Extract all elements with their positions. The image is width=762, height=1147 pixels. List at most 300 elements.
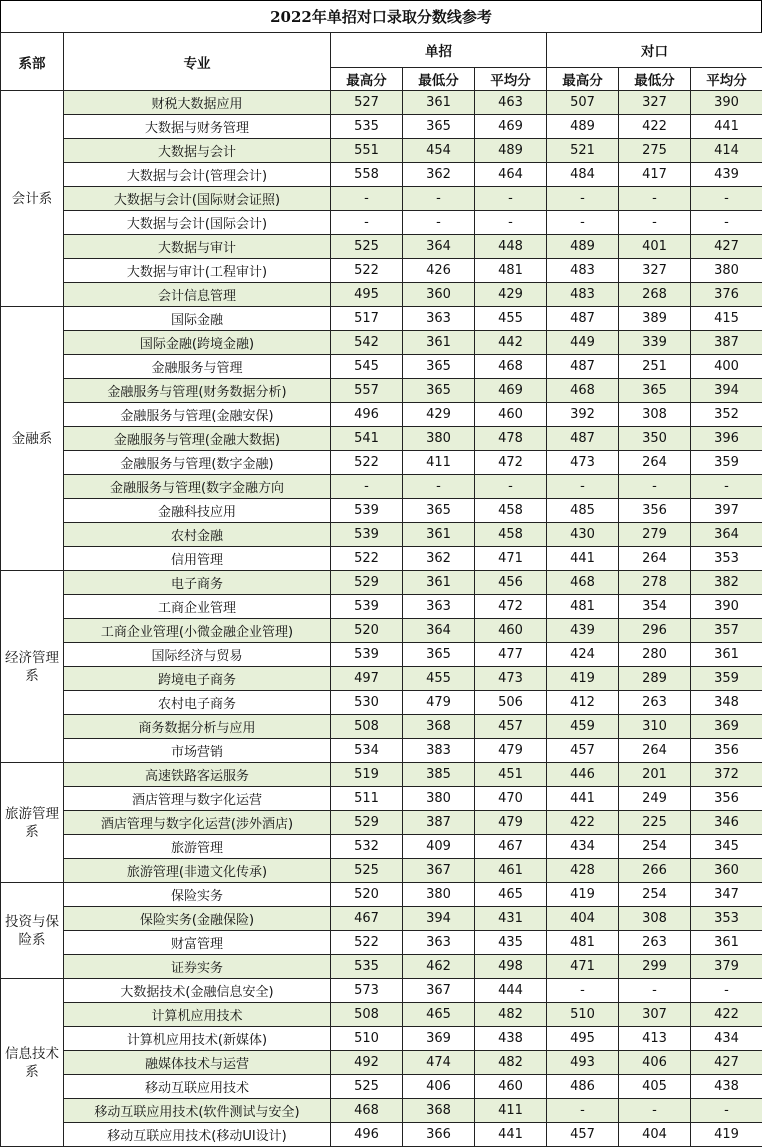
major-cell: 跨境电子商务 bbox=[64, 667, 331, 691]
score-cell: 482 bbox=[475, 1003, 547, 1027]
major-cell: 大数据与审计 bbox=[64, 235, 331, 259]
header-sub: 最低分 bbox=[403, 68, 475, 91]
score-cell: 339 bbox=[619, 331, 691, 355]
score-cell: 484 bbox=[547, 163, 619, 187]
table-row bbox=[1, 427, 762, 451]
score-cell: 225 bbox=[619, 811, 691, 835]
header-sub: 平均分 bbox=[691, 68, 762, 91]
score-cell: 380 bbox=[403, 787, 475, 811]
score-cell: 457 bbox=[547, 739, 619, 763]
score-cell: - bbox=[331, 475, 403, 499]
score-cell: 382 bbox=[691, 571, 762, 595]
table-row bbox=[1, 115, 762, 139]
score-cell: 422 bbox=[619, 115, 691, 139]
score-cell: 489 bbox=[547, 235, 619, 259]
score-cell: 264 bbox=[619, 451, 691, 475]
major-cell: 证券实务 bbox=[64, 955, 331, 979]
table-row bbox=[1, 139, 762, 163]
table-row bbox=[1, 1003, 762, 1027]
score-cell: 361 bbox=[403, 523, 475, 547]
score-cell: - bbox=[547, 1099, 619, 1123]
score-cell: 439 bbox=[691, 163, 762, 187]
score-cell: 426 bbox=[403, 259, 475, 283]
score-cell: 363 bbox=[403, 931, 475, 955]
major-cell: 金融服务与管理(财务数据分析) bbox=[64, 379, 331, 403]
score-cell: 404 bbox=[547, 907, 619, 931]
score-cell: 522 bbox=[331, 259, 403, 283]
score-cell: 419 bbox=[547, 883, 619, 907]
score-cell: - bbox=[691, 187, 762, 211]
table-row bbox=[1, 1123, 762, 1147]
table-row bbox=[1, 715, 762, 739]
table-row bbox=[1, 619, 762, 643]
score-cell: 448 bbox=[475, 235, 547, 259]
table-row bbox=[1, 331, 762, 355]
score-cell: 459 bbox=[547, 715, 619, 739]
table-row bbox=[1, 1027, 762, 1051]
table-row bbox=[1, 475, 762, 499]
score-cell: 468 bbox=[547, 379, 619, 403]
table-row bbox=[1, 955, 762, 979]
score-cell: 485 bbox=[547, 499, 619, 523]
score-cell: 365 bbox=[619, 379, 691, 403]
score-cell: 368 bbox=[403, 1099, 475, 1123]
major-cell: 大数据与会计 bbox=[64, 139, 331, 163]
score-cell: 534 bbox=[331, 739, 403, 763]
table-row bbox=[1, 379, 762, 403]
score-cell: 406 bbox=[619, 1051, 691, 1075]
score-cell: 427 bbox=[691, 235, 762, 259]
score-cell: 535 bbox=[331, 955, 403, 979]
header-sub: 平均分 bbox=[475, 68, 547, 91]
score-cell: 365 bbox=[403, 643, 475, 667]
score-cell: 372 bbox=[691, 763, 762, 787]
score-cell: 354 bbox=[619, 595, 691, 619]
table-row bbox=[1, 1075, 762, 1099]
table-row bbox=[1, 787, 762, 811]
score-cell: 469 bbox=[475, 379, 547, 403]
score-cell: - bbox=[691, 211, 762, 235]
score-cell: 380 bbox=[403, 883, 475, 907]
major-cell: 酒店管理与数字化运营(涉外酒店) bbox=[64, 811, 331, 835]
table-row bbox=[1, 163, 762, 187]
score-cell: 455 bbox=[475, 307, 547, 331]
header-dept: 系部 bbox=[1, 33, 64, 91]
score-cell: 346 bbox=[691, 811, 762, 835]
score-cell: 296 bbox=[619, 619, 691, 643]
score-cell: 251 bbox=[619, 355, 691, 379]
table-row bbox=[1, 1051, 762, 1075]
score-cell: 522 bbox=[331, 547, 403, 571]
score-cell: 481 bbox=[547, 595, 619, 619]
table-row bbox=[1, 259, 762, 283]
table-row bbox=[1, 859, 762, 883]
score-cell: 441 bbox=[547, 787, 619, 811]
score-cell: 520 bbox=[331, 883, 403, 907]
score-cell: 279 bbox=[619, 523, 691, 547]
score-cell: 442 bbox=[475, 331, 547, 355]
score-cell: 441 bbox=[475, 1123, 547, 1147]
score-cell: 481 bbox=[475, 259, 547, 283]
score-cell: 424 bbox=[547, 643, 619, 667]
table-row bbox=[1, 235, 762, 259]
score-cell: 489 bbox=[475, 139, 547, 163]
score-cell: 364 bbox=[403, 619, 475, 643]
score-cell: - bbox=[619, 187, 691, 211]
score-cell: 394 bbox=[691, 379, 762, 403]
score-cell: 365 bbox=[403, 115, 475, 139]
score-cell: 422 bbox=[547, 811, 619, 835]
score-cell: 289 bbox=[619, 667, 691, 691]
score-cell: 481 bbox=[547, 931, 619, 955]
score-cell: 487 bbox=[547, 307, 619, 331]
major-cell: 金融服务与管理(数字金融) bbox=[64, 451, 331, 475]
table-row bbox=[1, 691, 762, 715]
score-cell: 350 bbox=[619, 427, 691, 451]
score-cell: 542 bbox=[331, 331, 403, 355]
major-cell: 会计信息管理 bbox=[64, 283, 331, 307]
score-cell: 457 bbox=[475, 715, 547, 739]
department-cell: 金融系 bbox=[1, 307, 64, 571]
major-cell: 移动互联应用技术 bbox=[64, 1075, 331, 1099]
score-cell: - bbox=[475, 475, 547, 499]
score-cell: 434 bbox=[547, 835, 619, 859]
score-cell: 362 bbox=[403, 163, 475, 187]
score-cell: 308 bbox=[619, 403, 691, 427]
major-cell: 金融科技应用 bbox=[64, 499, 331, 523]
score-cell: 435 bbox=[475, 931, 547, 955]
score-cell: 511 bbox=[331, 787, 403, 811]
score-cell: 389 bbox=[619, 307, 691, 331]
score-cell: 417 bbox=[619, 163, 691, 187]
score-cell: 347 bbox=[691, 883, 762, 907]
table-row bbox=[1, 499, 762, 523]
major-cell: 大数据与财务管理 bbox=[64, 115, 331, 139]
table-row bbox=[1, 979, 762, 1003]
score-cell: 404 bbox=[619, 1123, 691, 1147]
score-cell: 428 bbox=[547, 859, 619, 883]
score-cell: - bbox=[403, 475, 475, 499]
score-cell: 479 bbox=[475, 811, 547, 835]
score-cell: - bbox=[547, 211, 619, 235]
major-cell: 酒店管理与数字化运营 bbox=[64, 787, 331, 811]
score-cell: 380 bbox=[691, 259, 762, 283]
table-row bbox=[1, 571, 762, 595]
score-cell: 495 bbox=[331, 283, 403, 307]
score-cell: 539 bbox=[331, 523, 403, 547]
score-cell: 438 bbox=[475, 1027, 547, 1051]
score-cell: 419 bbox=[691, 1123, 762, 1147]
table-row bbox=[1, 523, 762, 547]
score-cell: 367 bbox=[403, 979, 475, 1003]
score-cell: 369 bbox=[403, 1027, 475, 1051]
score-cell: 376 bbox=[691, 283, 762, 307]
table-row bbox=[1, 883, 762, 907]
score-cell: 539 bbox=[331, 499, 403, 523]
score-cell: 353 bbox=[691, 907, 762, 931]
score-cell: 460 bbox=[475, 403, 547, 427]
major-cell: 工商企业管理(小微金融企业管理) bbox=[64, 619, 331, 643]
major-cell: 国际经济与贸易 bbox=[64, 643, 331, 667]
score-cell: - bbox=[547, 979, 619, 1003]
score-cell: 539 bbox=[331, 643, 403, 667]
score-cell: 487 bbox=[547, 355, 619, 379]
table-row bbox=[1, 667, 762, 691]
score-cell: 545 bbox=[331, 355, 403, 379]
table-row bbox=[1, 931, 762, 955]
score-cell: 522 bbox=[331, 931, 403, 955]
major-cell: 市场营销 bbox=[64, 739, 331, 763]
score-cell: 367 bbox=[403, 859, 475, 883]
score-cell: 522 bbox=[331, 451, 403, 475]
score-cell: 412 bbox=[547, 691, 619, 715]
score-cell: 429 bbox=[403, 403, 475, 427]
major-cell: 信用管理 bbox=[64, 547, 331, 571]
score-cell: 390 bbox=[691, 91, 762, 115]
score-cell: 430 bbox=[547, 523, 619, 547]
score-cell: 507 bbox=[547, 91, 619, 115]
score-cell: 431 bbox=[475, 907, 547, 931]
score-cell: 406 bbox=[403, 1075, 475, 1099]
score-cell: 456 bbox=[475, 571, 547, 595]
score-cell: 525 bbox=[331, 859, 403, 883]
score-cell: 467 bbox=[475, 835, 547, 859]
score-cell: 308 bbox=[619, 907, 691, 931]
table-row bbox=[1, 1099, 762, 1123]
score-cell: 359 bbox=[691, 451, 762, 475]
score-cell: 387 bbox=[403, 811, 475, 835]
score-cell: 364 bbox=[403, 235, 475, 259]
score-cell: 444 bbox=[475, 979, 547, 1003]
score-cell: 457 bbox=[547, 1123, 619, 1147]
score-cell: 434 bbox=[691, 1027, 762, 1051]
score-cell: 471 bbox=[475, 547, 547, 571]
header-major: 专业 bbox=[64, 33, 331, 91]
score-cell: 478 bbox=[475, 427, 547, 451]
score-cell: 529 bbox=[331, 571, 403, 595]
score-cell: 369 bbox=[691, 715, 762, 739]
score-cell: 411 bbox=[475, 1099, 547, 1123]
score-cell: 465 bbox=[475, 883, 547, 907]
major-cell: 高速铁路客运服务 bbox=[64, 763, 331, 787]
major-cell: 大数据与审计(工程审计) bbox=[64, 259, 331, 283]
score-cell: 517 bbox=[331, 307, 403, 331]
score-cell: 468 bbox=[547, 571, 619, 595]
score-cell: 352 bbox=[691, 403, 762, 427]
score-cell: 396 bbox=[691, 427, 762, 451]
score-cell: 458 bbox=[475, 523, 547, 547]
score-cell: 455 bbox=[403, 667, 475, 691]
major-cell: 计算机应用技术(新媒体) bbox=[64, 1027, 331, 1051]
score-cell: 278 bbox=[619, 571, 691, 595]
major-cell: 财富管理 bbox=[64, 931, 331, 955]
table-row bbox=[1, 187, 762, 211]
score-cell: 492 bbox=[331, 1051, 403, 1075]
department-cell: 信息技术系 bbox=[1, 979, 64, 1147]
score-cell: 489 bbox=[547, 115, 619, 139]
major-cell: 商务数据分析与应用 bbox=[64, 715, 331, 739]
header-group-dan: 单招 bbox=[331, 33, 547, 68]
score-cell: 390 bbox=[691, 595, 762, 619]
score-cell: 356 bbox=[619, 499, 691, 523]
score-cell: 477 bbox=[475, 643, 547, 667]
major-cell: 金融服务与管理(金融大数据) bbox=[64, 427, 331, 451]
score-cell: 471 bbox=[547, 955, 619, 979]
score-cell: 451 bbox=[475, 763, 547, 787]
score-cell: 464 bbox=[475, 163, 547, 187]
major-cell: 电子商务 bbox=[64, 571, 331, 595]
score-cell: 454 bbox=[403, 139, 475, 163]
score-cell: 486 bbox=[547, 1075, 619, 1099]
table-row bbox=[1, 91, 762, 115]
score-cell: 411 bbox=[403, 451, 475, 475]
score-cell: 405 bbox=[619, 1075, 691, 1099]
score-cell: 529 bbox=[331, 811, 403, 835]
score-cell: 266 bbox=[619, 859, 691, 883]
score-cell: - bbox=[619, 475, 691, 499]
major-cell: 财税大数据应用 bbox=[64, 91, 331, 115]
score-cell: 419 bbox=[547, 667, 619, 691]
score-cell: 495 bbox=[547, 1027, 619, 1051]
major-cell: 大数据与会计(国际财会证照) bbox=[64, 187, 331, 211]
score-cell: 275 bbox=[619, 139, 691, 163]
header-group-dui: 对口 bbox=[547, 33, 762, 68]
score-cell: 363 bbox=[403, 307, 475, 331]
score-cell: 264 bbox=[619, 547, 691, 571]
score-cell: 348 bbox=[691, 691, 762, 715]
score-cell: 249 bbox=[619, 787, 691, 811]
score-cell: 474 bbox=[403, 1051, 475, 1075]
score-cell: 394 bbox=[403, 907, 475, 931]
major-cell: 融媒体技术与运营 bbox=[64, 1051, 331, 1075]
major-cell: 金融服务与管理(金融安保) bbox=[64, 403, 331, 427]
score-cell: - bbox=[403, 211, 475, 235]
score-cell: 530 bbox=[331, 691, 403, 715]
score-cell: 438 bbox=[691, 1075, 762, 1099]
score-cell: 472 bbox=[475, 451, 547, 475]
score-cell: 429 bbox=[475, 283, 547, 307]
score-cell: 479 bbox=[475, 739, 547, 763]
score-cell: 508 bbox=[331, 715, 403, 739]
header-sub: 最高分 bbox=[547, 68, 619, 91]
score-cell: - bbox=[691, 1099, 762, 1123]
major-cell: 国际金融(跨境金融) bbox=[64, 331, 331, 355]
score-cell: - bbox=[619, 211, 691, 235]
score-cell: - bbox=[331, 211, 403, 235]
score-cell: 449 bbox=[547, 331, 619, 355]
score-cell: 415 bbox=[691, 307, 762, 331]
major-cell: 农村金融 bbox=[64, 523, 331, 547]
score-cell: 479 bbox=[403, 691, 475, 715]
score-cell: - bbox=[475, 211, 547, 235]
score-cell: 365 bbox=[403, 379, 475, 403]
score-cell: - bbox=[475, 187, 547, 211]
score-cell: 470 bbox=[475, 787, 547, 811]
table-row bbox=[1, 355, 762, 379]
score-cell: 310 bbox=[619, 715, 691, 739]
score-cell: 397 bbox=[691, 499, 762, 523]
department-cell: 旅游管理系 bbox=[1, 763, 64, 883]
major-cell: 保险实务(金融保险) bbox=[64, 907, 331, 931]
score-cell: 510 bbox=[331, 1027, 403, 1051]
score-cell: 573 bbox=[331, 979, 403, 1003]
score-cell: 360 bbox=[691, 859, 762, 883]
score-cell: 441 bbox=[547, 547, 619, 571]
score-cell: 263 bbox=[619, 691, 691, 715]
score-cell: 361 bbox=[403, 331, 475, 355]
department-cell: 投资与保险系 bbox=[1, 883, 64, 979]
score-cell: 520 bbox=[331, 619, 403, 643]
score-cell: 379 bbox=[691, 955, 762, 979]
score-cell: 498 bbox=[475, 955, 547, 979]
score-cell: 254 bbox=[619, 883, 691, 907]
score-cell: 510 bbox=[547, 1003, 619, 1027]
major-cell: 大数据与会计(国际会计) bbox=[64, 211, 331, 235]
major-cell: 工商企业管理 bbox=[64, 595, 331, 619]
score-cell: 361 bbox=[691, 931, 762, 955]
score-cell: - bbox=[619, 979, 691, 1003]
score-cell: 473 bbox=[547, 451, 619, 475]
score-cell: 468 bbox=[331, 1099, 403, 1123]
score-cell: 460 bbox=[475, 1075, 547, 1099]
score-cell: 359 bbox=[691, 667, 762, 691]
score-cell: 483 bbox=[547, 259, 619, 283]
major-cell: 旅游管理 bbox=[64, 835, 331, 859]
score-cell: 327 bbox=[619, 91, 691, 115]
header-sub: 最高分 bbox=[331, 68, 403, 91]
score-cell: 541 bbox=[331, 427, 403, 451]
major-cell: 计算机应用技术 bbox=[64, 1003, 331, 1027]
score-cell: 366 bbox=[403, 1123, 475, 1147]
major-cell: 旅游管理(非遗文化传承) bbox=[64, 859, 331, 883]
table-row bbox=[1, 811, 762, 835]
score-cell: - bbox=[691, 979, 762, 1003]
major-cell: 国际金融 bbox=[64, 307, 331, 331]
major-cell: 金融服务与管理(数字金融方向 bbox=[64, 475, 331, 499]
score-cell: 521 bbox=[547, 139, 619, 163]
score-cell: 483 bbox=[547, 283, 619, 307]
major-cell: 金融服务与管理 bbox=[64, 355, 331, 379]
major-cell: 大数据技术(金融信息安全) bbox=[64, 979, 331, 1003]
score-cell: 525 bbox=[331, 235, 403, 259]
score-cell: 380 bbox=[403, 427, 475, 451]
table-row bbox=[1, 643, 762, 667]
table-row bbox=[1, 835, 762, 859]
score-cell: 360 bbox=[403, 283, 475, 307]
score-cell: 409 bbox=[403, 835, 475, 859]
score-cell: 414 bbox=[691, 139, 762, 163]
score-cell: 551 bbox=[331, 139, 403, 163]
score-cell: 497 bbox=[331, 667, 403, 691]
score-cell: 496 bbox=[331, 1123, 403, 1147]
score-cell: 525 bbox=[331, 1075, 403, 1099]
score-cell: 307 bbox=[619, 1003, 691, 1027]
score-cell: 472 bbox=[475, 595, 547, 619]
score-cell: 280 bbox=[619, 643, 691, 667]
score-cell: 365 bbox=[403, 355, 475, 379]
score-cell: 508 bbox=[331, 1003, 403, 1027]
table-row bbox=[1, 595, 762, 619]
score-cell: 460 bbox=[475, 619, 547, 643]
major-cell: 移动互联应用技术(移动UI设计) bbox=[64, 1123, 331, 1147]
score-cell: 468 bbox=[475, 355, 547, 379]
score-cell: 357 bbox=[691, 619, 762, 643]
major-cell: 移动互联应用技术(软件测试与安全) bbox=[64, 1099, 331, 1123]
major-cell: 大数据与会计(管理会计) bbox=[64, 163, 331, 187]
score-cell: 463 bbox=[475, 91, 547, 115]
score-cell: 361 bbox=[403, 91, 475, 115]
score-cell: 558 bbox=[331, 163, 403, 187]
